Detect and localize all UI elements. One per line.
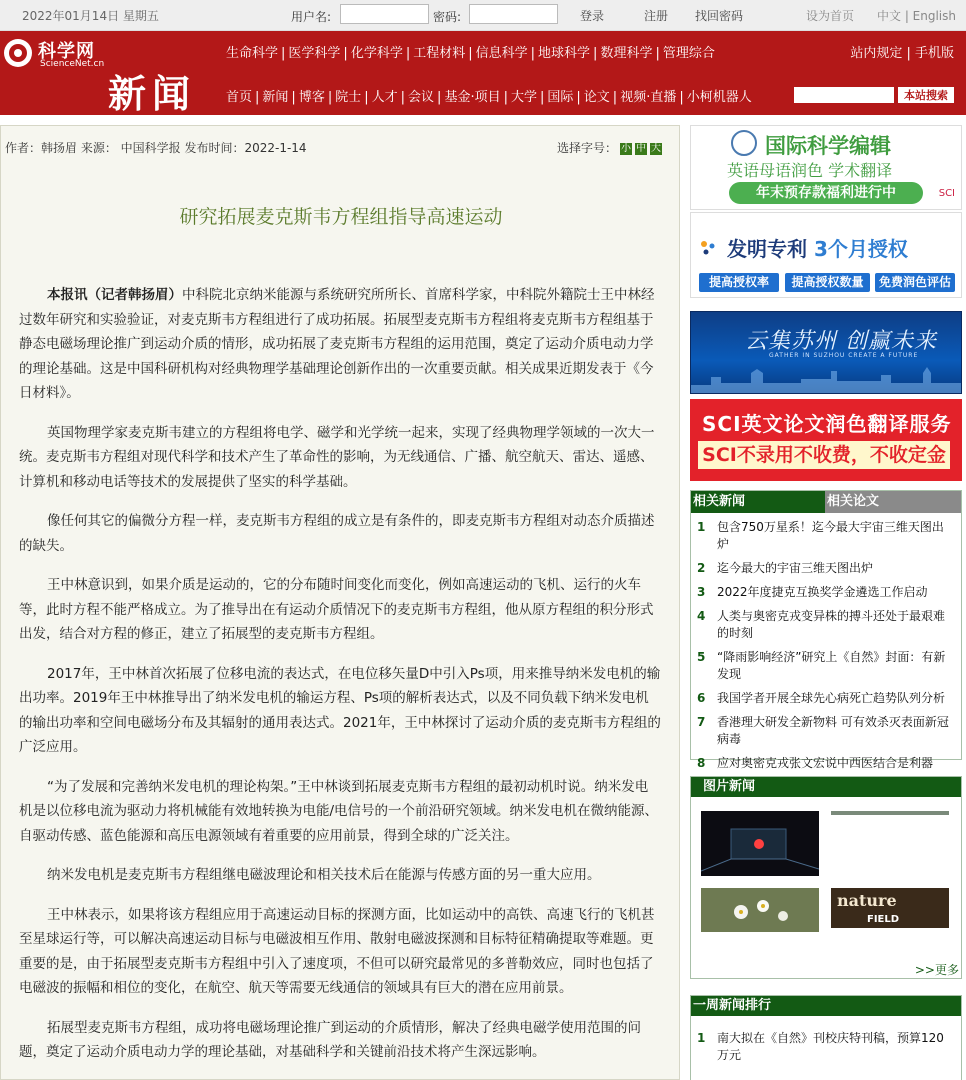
list-item[interactable]: 7 香港理大研发全新物料 可有效杀灭表面新冠病毒	[697, 715, 949, 746]
seal-icon	[731, 130, 757, 156]
username-input[interactable]	[340, 4, 429, 24]
nav-international[interactable]: 国际	[547, 90, 574, 105]
ad4-title: SCI英文论文润色翻译服务	[702, 412, 952, 436]
article-paragraph: 王中林意识到，如果介质是运动的，它的分布随时间变化而变化，例如高速运动的飞机、运行的火车等，此时方程不能严格成立。为了推导出在有运动介质情况下的麦克斯韦方程组，他从原方程组的积分形式出发，结合对方程的修正，建立了拓展型的麦克斯韦方程组。	[19, 577, 654, 642]
svg-text:FIELD: FIELD	[867, 914, 900, 925]
nav-talent[interactable]: 人才	[371, 90, 398, 105]
nav-math-physics[interactable]: 数理科学	[600, 46, 653, 61]
city-skyline-icon	[691, 367, 962, 393]
tab-related-news[interactable]: 相关新闻	[691, 491, 825, 513]
list-item[interactable]: 1 包含750万星系！迄今最大宇宙三维天图出炉	[697, 520, 944, 551]
ad1-title: 国际科学编辑	[765, 134, 891, 158]
top-bar	[0, 0, 966, 31]
ad2-button-free[interactable]: 免费润色评估	[875, 273, 955, 292]
weekly-ranking-box	[690, 995, 962, 1080]
ad3-subtitle: GATHER IN SUZHOU CREATE A FUTURE	[769, 352, 919, 359]
ad-patent[interactable]	[690, 212, 962, 298]
article-paragraph: 纳米发电机是麦克斯韦方程组继电磁波理论和相关技术后在能源与传感方面的另一重大应用。	[47, 867, 601, 883]
related-news-box	[690, 490, 962, 770]
set-homepage-link[interactable]: 设为首页	[806, 9, 855, 23]
ad3-title: 云集苏州 创赢未来	[745, 329, 937, 354]
search-button[interactable]: 本站搜索	[898, 87, 954, 103]
article-paragraph: “为了发展和完善纳米发电机的理论构架。”王中林谈到拓展麦克斯韦方程组的最初动机时说。纳米发电机是以位移电流为驱动力将机械能有效地转换为电能/电信号的一个前沿研究领域。纳米发电机在微纳能源、自驱动传感、蓝色能源和高压电源领域有着重要的应用前景，得到全球的广泛关注。	[19, 778, 659, 844]
search-input[interactable]	[794, 87, 894, 103]
site-header	[0, 31, 966, 115]
list-item[interactable]: 4 人类与奥密克戎变异株的搏斗还处于最艰难的时刻	[697, 609, 946, 640]
ad-sci-editing[interactable]	[690, 399, 962, 481]
logo-icon	[4, 39, 32, 67]
ad2-button-rate[interactable]: 提高授权率	[699, 273, 779, 292]
nav-papers[interactable]: 论文	[583, 90, 610, 105]
logo-text: 科学网	[38, 41, 95, 62]
article-paragraph: 2017年，王中林首次拓展了位移电流的表达式，在电位移矢量D中引入Ps项，用来推导纳米发电机的输出功率。2019年王中林推导出了纳米发电机的输运方程、Ps项的解析表达式，以及不同负载下纳米发电机的输出功率和空间电磁场分布及其辐射的通用表达式。2021年，王中林探讨了运动介质的麦克斯韦方程组的广泛应用。	[19, 665, 661, 755]
photo-news-image[interactable]	[831, 811, 949, 815]
nav-meetings[interactable]: 会议	[408, 90, 435, 105]
list-item[interactable]: 8 应对奥密克戎张文宏说中西医结合是利器	[697, 756, 934, 770]
recover-password-link[interactable]: 找回密码	[695, 9, 744, 23]
ad2-title: 发明专利 3个月授权	[727, 237, 908, 261]
ad1-tag: SCI	[938, 188, 955, 199]
ad-science-editing[interactable]	[690, 125, 962, 210]
font-size-label: 选择字号：	[557, 141, 618, 155]
login-link[interactable]: 登录	[580, 9, 605, 23]
nav-medical-science[interactable]: 医学科学	[288, 46, 341, 61]
nav-chemistry[interactable]: 化学科学	[350, 46, 403, 61]
nav-news[interactable]: 新闻	[262, 90, 289, 105]
category-nav: 生命科学 | 医学科学 | 化学科学 | 工程材料 | 信息科学 | 地球科学 | 数理科学 | 管理综合	[226, 46, 715, 61]
nav-life-science[interactable]: 生命科学	[226, 46, 279, 61]
ad1-subtitle: 英语母语润色 学术翻译	[727, 161, 893, 180]
password-label: 密码:	[433, 10, 462, 24]
list-item[interactable]: 3 2022年度捷克互换奖学金遴选工作启动	[697, 585, 928, 599]
ad2-button-count[interactable]: 提高授权数量	[785, 273, 870, 292]
nav-home[interactable]: 首页	[226, 90, 253, 105]
list-item[interactable]: 1 南大拟在《自然》刊校庆特刊稿，预算120万元	[697, 1031, 944, 1062]
photo-news-box	[690, 776, 962, 979]
main-nav: 首页 | 新闻 | 博客 | 院士 | 人才 | 会议 | 基金·项目 | 大学 | 国际 | 论文 | 视频·直播 | 小柯机器人	[226, 90, 752, 105]
article-paragraph: 王中林表示，如果将该方程组应用于高速运动目标的探测方面，比如运动中的高铁、高速飞行的飞机甚至星球运行等，可以解决高速运动目标与电磁波相互作用、散射电磁波探测和目标特征精确提取等难题。更重要的是，由于拓展型麦克斯韦方程组中引入了速度项，不但可以研究最常见的多普勒效应，同时也包括了电磁波的振幅和相位的变化，在航空、航天等需要无线通信的领域具有巨大的潜在应用前景。	[19, 906, 655, 996]
photo-news-image[interactable]	[701, 811, 819, 876]
password-input[interactable]	[469, 4, 558, 24]
language-switch[interactable]: 中文 | English	[877, 9, 957, 23]
logo-subtext: ScienceNet.cn	[40, 59, 105, 69]
current-date: 2022年01月14日 星期五	[22, 9, 159, 23]
photo-news-image[interactable]	[701, 888, 819, 932]
more-photos-link[interactable]: >>更多	[914, 963, 959, 977]
nav-management[interactable]: 管理综合	[662, 46, 715, 61]
ad-suzhou[interactable]	[690, 311, 962, 394]
article-paragraph: 拓展型麦克斯韦方程组，成功将电磁场理论推广到运动的介质情形，解决了经典电磁学使用范围的问题，奠定了运动介质电动力学的理论基础，对基础科学和关键前沿技术将产生深远影响。	[19, 1019, 641, 1060]
weekly-ranking-list	[697, 1030, 955, 1071]
site-rules-mobile-links[interactable]: 站内规定 | 手机版	[850, 46, 954, 61]
ad4-subtitle: SCI不录用不收费，不收定金	[698, 441, 950, 469]
list-item[interactable]: 6 我国学者开展全球先心病死亡趋势队列分析	[697, 691, 946, 705]
article-title: 研究拓展麦克斯韦方程组指导高速运动	[179, 206, 503, 228]
weekly-ranking-title: 一周新闻排行	[691, 996, 961, 1016]
list-item[interactable]: 5 “降雨影响经济”研究上《自然》封面：有新发现	[697, 650, 946, 681]
nav-blog[interactable]: 博客	[298, 90, 325, 105]
article-paragraph: 英国物理学家麦克斯韦建立的方程组将电学、磁学和光学统一起来，实现了经典物理学领域的一次大一统。麦克斯韦方程组对现代科学和技术产生了革命性的影响，为无线通信、广播、航空航天、雷达、遥感、计算机和移动电话等技术的发展提供了坚实的科学基础。	[19, 424, 655, 490]
ad1-promo-badge: 年末预存款福利进行中	[729, 182, 923, 204]
nav-academicians[interactable]: 院士	[335, 90, 362, 105]
nav-earth-science[interactable]: 地球科学	[538, 46, 591, 61]
nav-information[interactable]: 信息科学	[475, 46, 528, 61]
nav-university[interactable]: 大学	[510, 90, 537, 105]
article-paragraph: 像任何其它的偏微分方程一样，麦克斯韦方程组的成立是有条件的，即麦克斯韦方程组对动态介质描述的缺失。	[19, 513, 655, 554]
register-link[interactable]: 注册	[644, 9, 669, 23]
svg-text:nature: nature	[837, 891, 897, 910]
article-lead: 本报讯（记者韩扬眉）	[47, 287, 182, 303]
font-medium-button[interactable]: 中	[636, 142, 647, 154]
nav-funding[interactable]: 基金·项目	[444, 90, 501, 105]
list-item[interactable]: 2 迄今最大的宇宙三维天图出炉	[697, 561, 874, 575]
article-body	[19, 283, 661, 1080]
article-panel	[0, 125, 680, 1080]
photo-news-image[interactable]	[831, 888, 949, 928]
nav-robot[interactable]: 小柯机器人	[686, 90, 752, 105]
article-paragraph: 本报讯（记者韩扬眉）中科院北京纳米能源与系统研究所所长、首席科学家，中科院外籍院士王中林经过数年研究和实验验证，对麦克斯韦方程组进行了成功拓展。拓展型麦克斯韦方程组将麦克斯韦方程组基于静态电磁场理论推广到运动介质的情形，成功拓展了麦克斯韦方程组的运用范围，奠定了运动介质电动力学的理论基础。这是中国科研机构对经典物理学基础理论创新作出的一次重要贡献。相关成果近期发表于《今日材料》。	[19, 287, 655, 401]
nav-video[interactable]: 视频·直播	[620, 90, 677, 105]
font-size-selector	[557, 139, 662, 156]
font-small-button[interactable]: 小	[621, 142, 632, 154]
font-large-button[interactable]: 大	[651, 142, 662, 154]
site-logo[interactable]	[4, 37, 105, 71]
nav-engineering[interactable]: 工程材料	[413, 46, 466, 61]
article-meta: 作者：韩扬眉 来源： 中国科学报 发布时间：2022-1-14	[5, 141, 307, 155]
dots-icon	[699, 239, 717, 257]
tab-related-papers[interactable]: 相关论文	[825, 491, 961, 513]
username-label: 用户名:	[291, 10, 332, 24]
section-title: 新闻	[108, 71, 197, 116]
photo-news-title: 图片新闻	[691, 777, 961, 797]
related-news-list	[697, 519, 955, 779]
